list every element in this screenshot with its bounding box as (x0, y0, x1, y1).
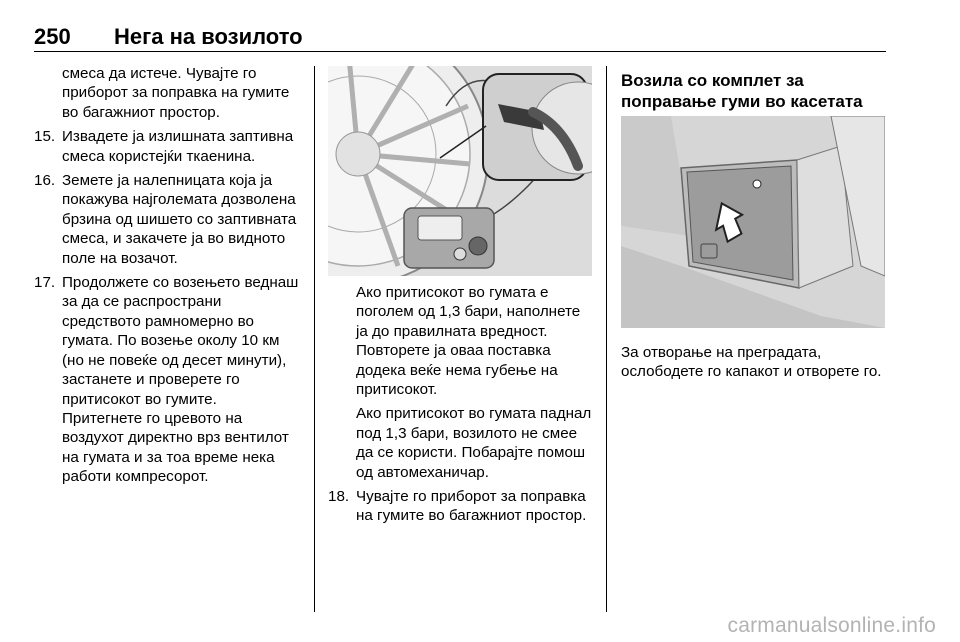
page-header (34, 24, 886, 50)
open-cover-paragraph: За отворање на преградата, ослободете го капакот и отворете го. (621, 344, 882, 381)
trunk-illustration (621, 116, 885, 328)
list-item (328, 487, 596, 526)
compressor-illustration (328, 66, 592, 276)
header-divider (34, 51, 886, 52)
item-number: 17. (34, 274, 56, 292)
compressor-unit-icon (404, 208, 494, 268)
item-number: 18. (328, 488, 350, 506)
item-number: 16. (34, 172, 56, 190)
list-item (34, 127, 304, 166)
item-number: 15. (34, 128, 56, 146)
page-number: 250 (34, 24, 71, 49)
list-item (34, 171, 304, 268)
trunk-drawing (621, 116, 885, 328)
pressure-paragraph-1: Ако притисокот во гумата е поголем од 1,3 бари, наполнете ја до правилната вредност. Повторете ја оваа поставка додека веќе нема губење на притисокот. (356, 284, 581, 399)
watermark: carmanualsonline.info (727, 614, 936, 637)
item-17-paragraph: Притегнете го цревото на воздухот директно врз вентилот на гумата и за тоа време нека работи компресорот. (62, 409, 289, 486)
column-divider-1 (314, 66, 315, 612)
item-text: Чувајте го приборот за поправка на гумите во багажниот простор. (356, 488, 587, 525)
column-divider-2 (606, 66, 607, 612)
list-item (34, 273, 304, 409)
continued-text: смеса да истече. Чувајте го приборот за поправка на гумите во багажниот простор. (62, 65, 290, 121)
item-text: Извадете ја излишната заптивна смеса користејќи ткаенина. (62, 128, 294, 165)
page-title: Нега на возилото (114, 24, 303, 49)
item-text: Продолжете со возењето веднаш за да се распространи средството рамномерно во гумата. По возење околу 10 км (но не повеќе од десет минути), застанете и проверете го притисокот во гумите. (62, 274, 299, 408)
column-1 (34, 64, 304, 487)
pressure-paragraph-2: Ако притисокот во гумата паднал под 1,3 бари, возилото не смее да се користи. Побарајте помош од автомеханичар. (356, 405, 592, 481)
column-3-body (621, 343, 887, 382)
column-3 (621, 70, 887, 112)
section-heading: Возила со комплет за поправање гуми во касетата (621, 71, 863, 111)
compressor-drawing (328, 66, 592, 276)
item-text: Земете ја налепницата која ја покажува најголемата дозволена брзина од шишето со заптивната смеса, и закачете ја во видното поле на возачот. (62, 172, 297, 267)
column-2 (328, 283, 596, 526)
